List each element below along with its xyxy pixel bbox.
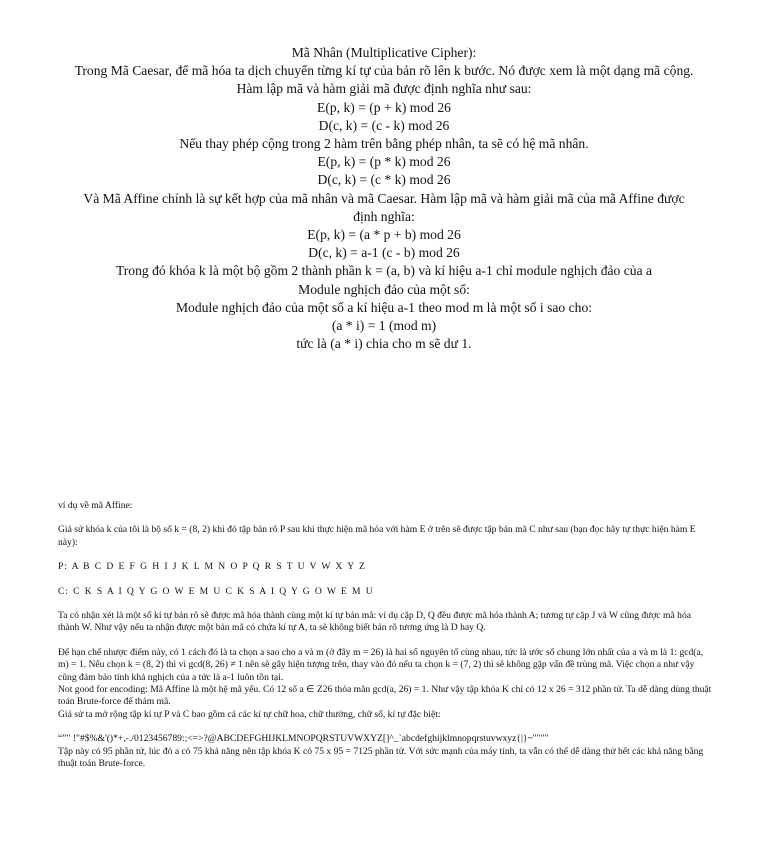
- modular-inverse-formula: (a * i) = 1 (mod m): [331, 318, 437, 334]
- multiplicative-decrypt-formula: D(c, k) = (c * k) mod 26: [317, 172, 451, 188]
- example-setup: Giả sử khóa k của tôi là bộ số k = (8, 2) khi đó tập bản rõ P sau khi thực hiện mã hóa với hàm E ở trên sẽ được tập bản mã C như sau (bạn đọc hãy tự thực hiện hàm E này):: [58, 524, 696, 548]
- brute-force-conclusion: Tập này có 95 phần tử, lúc đó a có 75 khả năng nên tập khóa K có 75 x 95 = 7125 phần tử. Với sức mạnh của máy tính, ta vẫn có thể dễ dàng thử hết các khả năng bằng thuật toán Brute-force.: [58, 745, 704, 770]
- example-heading: ví dụ về mã Affine:: [58, 500, 133, 511]
- multiplicative-intro: Nếu thay phép cộng trong 2 hàm trên bằng phép nhân, ta sẽ có hệ mã nhân.: [179, 136, 589, 152]
- section-title: Mã Nhân (Multiplicative Cipher):: [291, 45, 477, 60]
- plaintext-alphabet: P: A B C D E F G H I J K L M N O P Q R S T U V W X Y Z: [58, 561, 366, 573]
- weakness-note: Not good for encoding: Mã Affine là một hệ mã yếu. Có 12 số a ∈ Z26 thỏa mãn gcd(a, 26) = 1. Như vậy tập khóa K chỉ có 12 x 26 = 312 phần tử. Ta dễ dàng dùng thuật toán Brute-force để thám mã.: [58, 684, 712, 708]
- affine-description: Và Mã Affine chính là sự kết hợp của mã nhân và mã Caesar. Hàm lập mã và hàm giải mã của mã Affine được định nghĩa:: [83, 190, 685, 224]
- key-description: Trong đó khóa k là một bộ gồm 2 thành phần k = (a, b) và kí hiệu a-1 chỉ module nghịch đảo của a: [115, 263, 653, 279]
- ciphertext-alphabet: C: C K S A I Q Y G O W E M U C K S A I Q Y G O W E M U: [58, 585, 374, 597]
- gcd-fix-explanation: Để hạn chế nhược điểm này, có 1 cách đó là ta chọn a sao cho a và m (ở đây m = 26) là hai số nguyên tố cùng nhau, tức là ước số chung lớn nhất của a và m là 1: gcd(a, m) = 1. Nếu chọn k = (8, 2) thì vì gcd(8, 26) ≠ 1 nên sẽ gây hiện tượng trên, thay vào đó nếu ta chọn k = (7, 2) thì sẽ không gặp vấn đề trùng mã. Việc chọn a như vậy cũng đảm bảo tính khả nghịch của a tức là a-1 luôn tồn tại.: [58, 646, 704, 683]
- extended-charset-intro: Giả sử ta mở rộng tập kí tự P và C bao gồm cả các kí tự chữ hoa, chữ thường, chữ số, kí tự đặc biệt:: [58, 708, 441, 720]
- caesar-decrypt-formula: D(c, k) = (c - k) mod 26: [318, 117, 450, 133]
- modular-inverse-explanation: tức là (a * i) chia cho m sẽ dư 1.: [296, 336, 472, 352]
- caesar-description: Trong Mã Caesar, để mã hóa ta dịch chuyển từng kí tự của bản rõ lên k bước. Nó được xem là một dạng mã cộng. Hàm lập mã và hàm giải mã được định nghĩa như sau:: [74, 63, 694, 97]
- modular-inverse-heading: Module nghịch đảo của một số:: [298, 281, 470, 297]
- caesar-encrypt-formula: E(p, k) = (p + k) mod 26: [317, 99, 451, 115]
- extended-charset: “”" !"#$%&'()*+,-./0123456789:;<=>?@ABCDEFGHIJKLMNOPQRSTUVWXYZ[]^_`abcdefghijklmnopqrstuvwxyz{|}~"""": [58, 733, 549, 745]
- multiplicative-cipher-section: [70, 44, 698, 353]
- affine-encrypt-formula: E(p, k) = (a * p + b) mod 26: [307, 227, 461, 243]
- affine-example-section: [58, 500, 714, 771]
- multiplicative-encrypt-formula: E(p, k) = (p * k) mod 26: [317, 154, 451, 170]
- modular-inverse-definition: Module nghịch đảo của một số a kí hiệu a-1 theo mod m là một số i sao cho:: [175, 299, 593, 315]
- collision-observation: Ta có nhận xét là một số kí tự bản rõ sẽ được mã hóa thành cùng một kí tự bản mã: ví dụ cặp D, Q đều được mã hóa thành A; tương tự cặp J và W cũng được mã hóa thành W. Như vậy nếu ta nhận được một bản mã có chứa kí tự A, ta sẽ không biết bản rõ tương ứng là D hay Q.: [58, 610, 692, 634]
- affine-decrypt-formula: D(c, k) = a-1 (c - b) mod 26: [308, 245, 460, 261]
